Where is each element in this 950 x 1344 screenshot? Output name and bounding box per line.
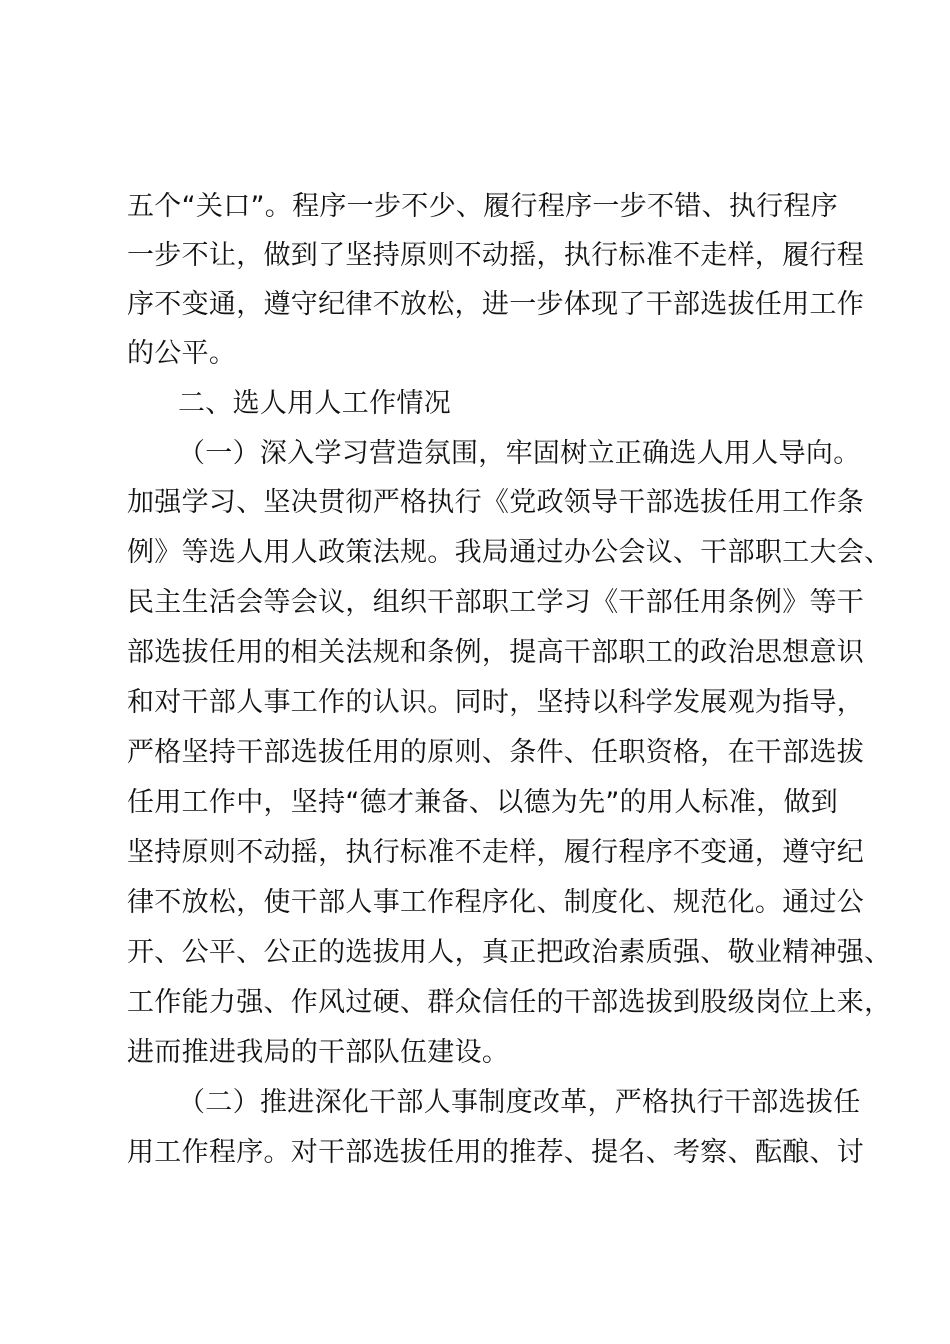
text-line: 五个“关口”。程序一步不少、履行程序一步不错、执行程序 [127,191,839,222]
text-line: 严格坚持干部选拔任用的原则、条件、任职资格，在干部选拔 [127,737,865,768]
text-line: 的公平。 [127,338,237,369]
text-line: 开、公平、公正的选拔用人，真正把政治素质强、敬业精神强、 [127,937,892,968]
text-line: 工作能力强、作风过硬、群众信任的干部选拔到股级岗位上来， [127,987,892,1018]
text-line: 例》等选人用人政策法规。我局通过办公会议、干部职工大会、 [127,537,892,568]
subsection-heading: （二）推进深化干部人事制度改革，严格执行干部选拔任 [178,1087,861,1118]
section-heading: 二、选人用人工作情况 [178,388,451,419]
subsection-heading: （一）深入学习营造氛围，牢固树立正确选人用人导向。 [178,438,861,469]
text-line: 坚持原则不动摇，执行标准不走样，履行程序不变通，遵守纪 [127,837,865,868]
text-line: 和对干部人事工作的认识。同时，坚持以科学发展观为指导， [127,687,865,718]
text-line: 民主生活会等会议，组织干部职工学习《干部任用条例》等干 [127,587,865,618]
text-line: 进而推进我局的干部队伍建设。 [127,1037,510,1068]
text-line: 一步不让，做到了坚持原则不动摇，执行标准不走样，履行程 [127,240,865,271]
text-line: 加强学习、坚决贯彻严格执行《党政领导干部选拔任用工作条 [127,487,865,518]
text-line: 任用工作中，坚持“德才兼备、以德为先”的用人标准，做到 [127,787,839,818]
text-line: 用工作程序。对干部选拔任用的推荐、提名、考察、酝酿、讨 [127,1137,865,1168]
text-line: 律不放松，使干部人事工作程序化、制度化、规范化。通过公 [127,887,865,918]
text-line: 序不变通，遵守纪律不放松，进一步体现了干部选拔任用工作 [127,289,865,320]
text-line: 部选拔任用的相关法规和条例，提高干部职工的政治思想意识 [127,637,865,668]
